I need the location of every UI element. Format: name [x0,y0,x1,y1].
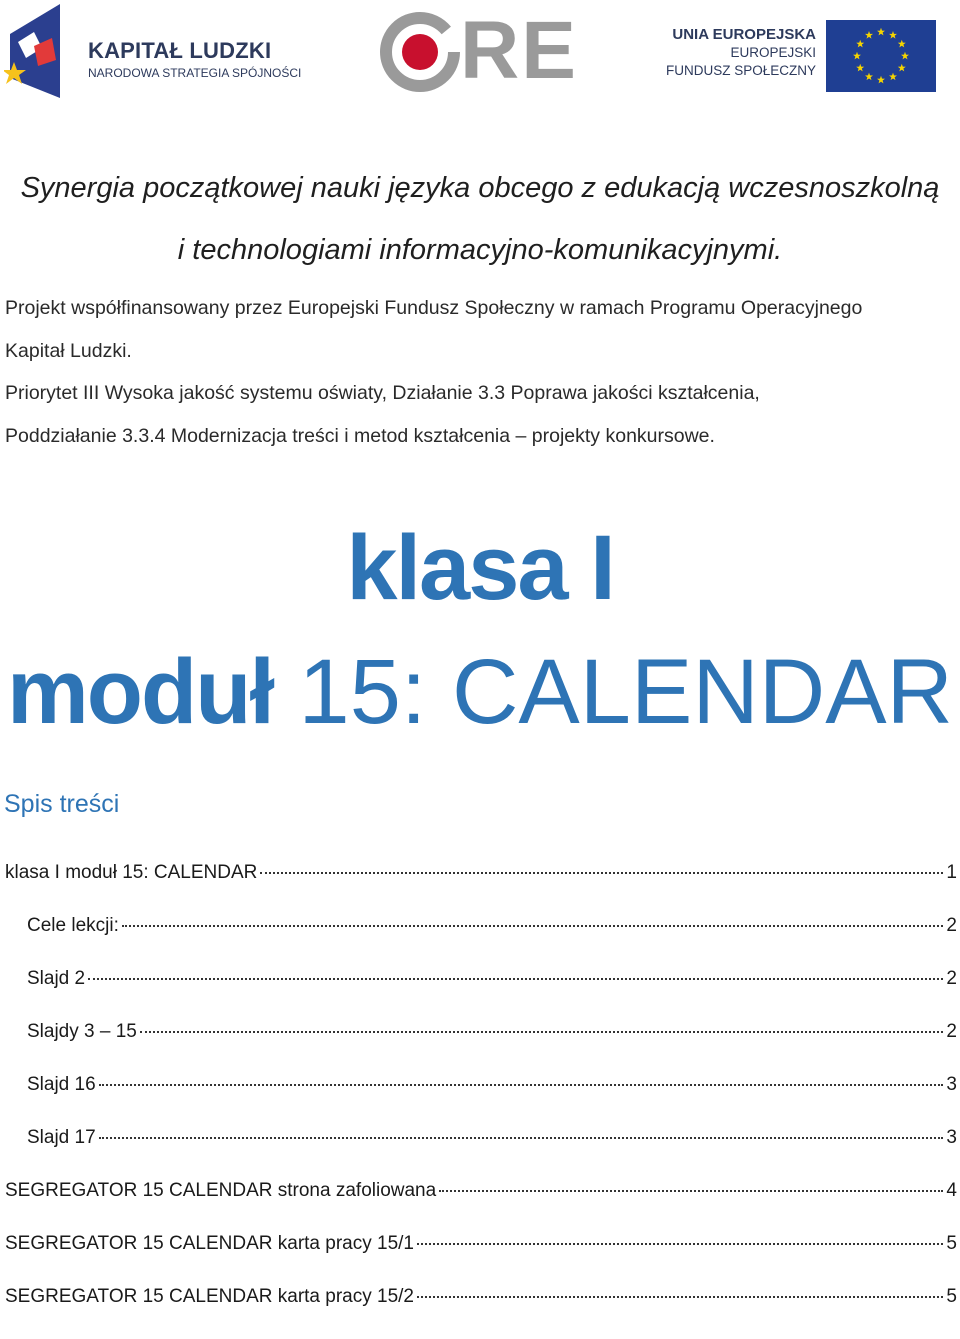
toc-leader [88,978,943,980]
project-line2: Kapitał Ludzki. [5,340,132,362]
ore-logo [378,5,578,96]
toc-leader [439,1190,943,1192]
header-logos [0,0,960,110]
toc-entry[interactable] [0,1127,960,1180]
toc-entry-page: 2 [946,1021,957,1042]
toc-entry-page: 5 [946,1286,957,1307]
toc-leader [417,1243,943,1245]
document-title-line1: Synergia początkowej nauki języka obcego z edukacją wczesnoszkolną [20,172,940,204]
toc-leader [140,1031,944,1033]
toc-entry-text: SEGREGATOR 15 CALENDAR karta pracy 15/2 [5,1286,415,1307]
toc-entry[interactable] [0,915,960,968]
toc-entry-page: 1 [946,862,957,883]
class-heading: klasa I [346,517,614,619]
kapital-ludzki-emblem-icon [4,4,64,98]
priority-line1: Priorytet III Wysoka jakość systemu oświaty, Działanie 3.3 Poprawa jakości kształcenia, [5,382,760,404]
toc-entry[interactable] [0,1180,960,1233]
module-heading [0,641,960,743]
toc-leader [99,1137,944,1139]
toc-leader [417,1296,943,1298]
toc-entry-text: Slajd 2 [27,968,86,989]
eu-line2: EUROPEJSKI [730,45,816,60]
table-of-contents [0,862,960,1339]
toc-entry-page: 2 [946,915,957,936]
toc-leader [99,1084,944,1086]
toc-entry[interactable] [0,1286,960,1339]
toc-entry[interactable] [0,1233,960,1286]
toc-entry-text: SEGREGATOR 15 CALENDAR strona zafoliowana [5,1180,437,1201]
kapital-ludzki-title: KAPITAŁ LUDZKI [88,38,272,63]
toc-entry[interactable] [0,1074,960,1127]
ore-letters: RE [460,5,578,96]
toc-entry-page: 3 [946,1127,957,1148]
toc-entry-text: klasa I moduł 15: CALENDAR [5,862,258,883]
kapital-ludzki-logo [4,4,302,98]
priority-line2: Poddziałanie 3.3.4 Modernizacja treści i metod kształcenia – projekty konkursowe. [5,425,715,447]
toc-entry-page: 3 [946,1074,957,1095]
toc-leader [260,872,943,874]
kapital-ludzki-subtitle: NARODOWA STRATEGIA SPÓJNOŚCI [88,66,302,80]
toc-entry[interactable] [0,862,960,915]
eu-text-block [648,26,816,80]
toc-entry[interactable] [0,1021,960,1074]
toc-entry-page: 5 [946,1233,957,1254]
module-title: 15: CALENDAR [272,641,953,743]
toc-entry-text: Slajdy 3 – 15 [27,1021,137,1042]
module-word: moduł [7,641,273,743]
toc-entry-page: 4 [946,1180,957,1201]
toc-entry-text: SEGREGATOR 15 CALENDAR karta pracy 15/1 [5,1233,415,1254]
eu-line1: UNIA EUROPEJSKA [672,26,816,43]
eu-line3: FUNDUSZ SPOŁECZNY [665,63,816,78]
toc-entry-text: Slajd 16 [27,1074,96,1095]
project-line1: Projekt współfinansowany przez Europejski Fundusz Społeczny w ramach Programu Operacyjnego [5,297,863,319]
toc-entry[interactable] [0,968,960,1021]
ore-o-mark-icon [378,10,462,94]
toc-heading: Spis treści [4,790,120,818]
document-title-line2: i technologiami informacyjno-komunikacyjnymi. [177,234,783,266]
toc-entry-text: Slajd 17 [27,1127,96,1148]
toc-leader [122,925,944,927]
toc-entry-page: 2 [946,968,957,989]
eu-flag-icon [826,20,936,92]
toc-entry-text: Cele lekcji: [27,915,119,936]
